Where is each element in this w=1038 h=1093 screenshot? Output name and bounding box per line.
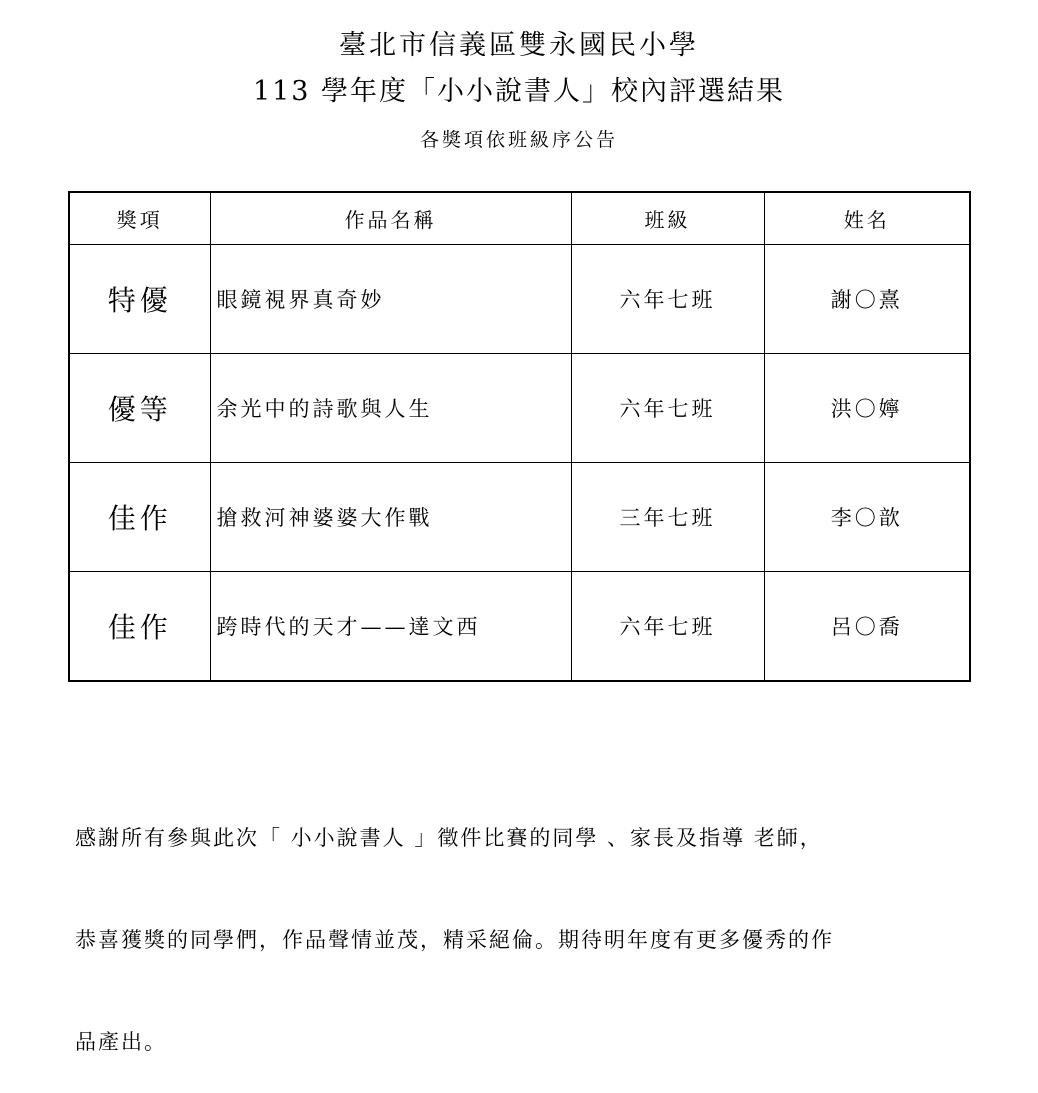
table-row xyxy=(69,354,970,463)
column-header-name: 姓名 xyxy=(764,192,970,245)
table-row xyxy=(69,572,970,682)
table-header-row xyxy=(69,192,970,245)
student-name-cell: 洪〇嬣 xyxy=(764,354,970,463)
student-name-cell: 李〇歆 xyxy=(764,463,970,572)
school-name: 臺北市信義區雙永國民小學 xyxy=(339,30,699,61)
work-title-cell: 余光中的詩歌與人生 xyxy=(210,354,571,463)
column-header-work-title: 作品名稱 xyxy=(210,192,571,245)
work-title-cell: 搶救河神婆婆大作戰 xyxy=(210,463,571,572)
column-header-award: 獎項 xyxy=(69,192,210,245)
award-cell: 佳作 xyxy=(69,572,210,682)
column-header-class: 班級 xyxy=(571,192,764,245)
event-title: 113 學年度「小小說書人」校內評選結果 xyxy=(252,76,786,107)
class-cell: 六年七班 xyxy=(571,245,764,354)
award-cell: 佳作 xyxy=(69,463,210,572)
closing-remarks-line: 感謝所有參與此次「 小小說書人 」徵件比賽的同學 、家長及指導 老師， xyxy=(75,826,823,850)
closing-remarks-line: 品產出。 xyxy=(75,1030,167,1054)
work-title-cell: 眼鏡視界真奇妙 xyxy=(210,245,571,354)
award-cell: 優等 xyxy=(69,354,210,463)
class-cell: 六年七班 xyxy=(571,354,764,463)
closing-remarks-line: 恭喜獲獎的同學們，作品聲情並茂，精采絕倫。期待明年度有更多優秀的作 xyxy=(75,928,834,952)
class-cell: 三年七班 xyxy=(571,463,764,572)
award-cell: 特優 xyxy=(69,245,210,354)
student-name-cell: 謝〇熹 xyxy=(764,245,970,354)
closing-remarks xyxy=(75,753,975,1093)
announcement-subtitle: 各獎項依班級序公告 xyxy=(419,129,618,151)
work-title-cell: 跨時代的天才——達文西 xyxy=(210,572,571,682)
table-row xyxy=(69,245,970,354)
results-table xyxy=(68,191,971,682)
table-row xyxy=(69,463,970,572)
student-name-cell: 呂〇喬 xyxy=(764,572,970,682)
class-cell: 六年七班 xyxy=(571,572,764,682)
